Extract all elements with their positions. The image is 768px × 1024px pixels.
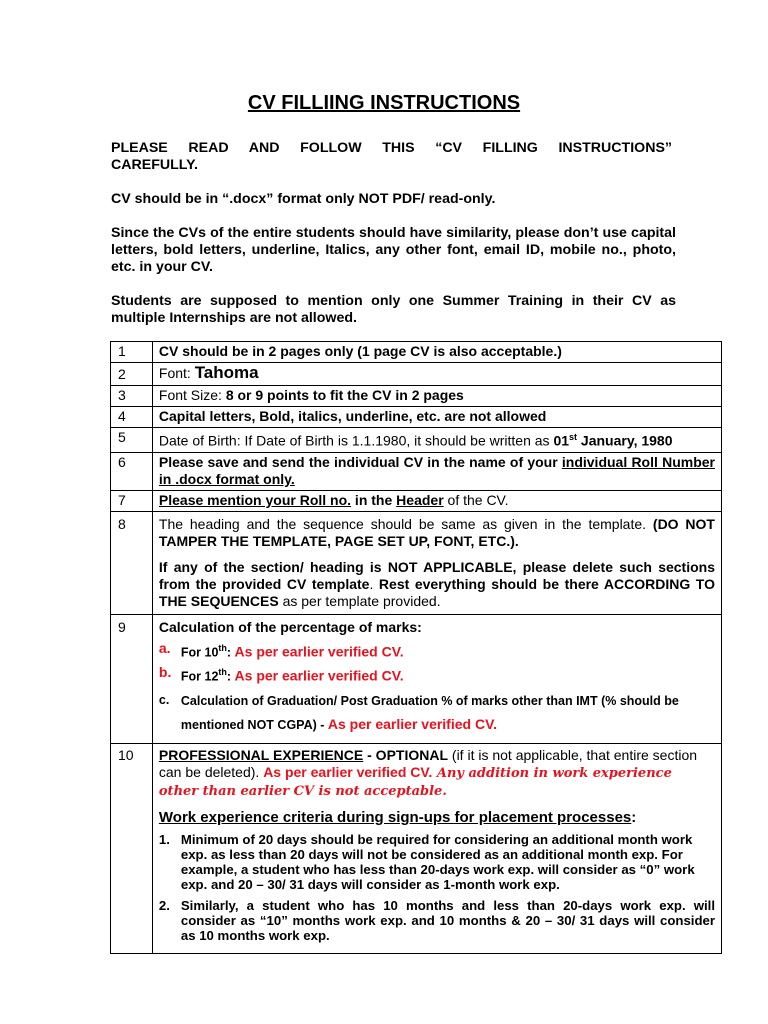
template-rest: Rest everything should be there ACCORDING TO THE SEQUENCES <box>158 575 715 609</box>
intro-line-1: PLEASE READ AND FOLLOW THIS “CV FILLING INSTRUCTIONS” <box>111 140 672 156</box>
font-size-label: Font Size: <box>158 387 226 403</box>
row-number: 3 <box>111 386 153 407</box>
list-item <box>159 832 715 892</box>
list-marker: 1. <box>158 831 170 847</box>
percentage-heading: Calculation of the percentage of marks: <box>158 618 422 635</box>
dob-text: Date of Birth: If Date of Birth is 1.1.1980, it should be written as <box>158 432 554 449</box>
row-number: 4 <box>111 407 153 428</box>
table-row <box>111 342 722 363</box>
list-marker: b. <box>158 664 172 681</box>
row-text: Capital letters, Bold, italics, underline, etc. are not allowed <box>152 407 721 428</box>
table-row <box>111 511 722 614</box>
list-item <box>159 689 715 737</box>
experience-red: As per earlier verified CV. <box>263 763 433 780</box>
item-sup: th <box>218 667 227 678</box>
experience-red-italic: Any addition in work experience other than earlier CV is not acceptable. <box>158 765 672 799</box>
row-roll-no <box>152 490 721 511</box>
item-text: For 12 <box>180 669 219 684</box>
list-marker: 2. <box>158 897 170 913</box>
row-text: CV should be in 2 pages only (1 page CV is also acceptable.) <box>152 342 721 363</box>
row-date-of-birth <box>152 428 721 453</box>
item-text: Calculation of Graduation/ Post Graduation % of marks other than IMT (% should be mentioned NOT CGPA) - <box>180 693 679 732</box>
row-save-cv <box>152 452 721 490</box>
item-text: Minimum of 20 days should be required for considering an additional month work exp. as less than 20 days will not be considered as an additional month exp. For example, a student who has less than 20-days work exp. will consider as “0” work exp. and 20 – 30/ 31 days will consider as 1-month work exp. <box>180 831 695 892</box>
criteria-text: Work experience criteria during sign-ups for placement processes <box>158 808 632 826</box>
list-marker: c. <box>158 692 170 707</box>
item-red: As per earlier verified CV. <box>327 715 498 732</box>
row-number: 9 <box>111 614 153 743</box>
item-sup: th <box>218 642 227 653</box>
roll-header: Header <box>396 491 444 508</box>
table-row <box>111 614 722 743</box>
item-colon: : <box>226 669 235 684</box>
instructions-table <box>110 341 722 954</box>
criteria-heading <box>159 809 715 826</box>
save-underline-1: individual Roll Number in <box>158 453 715 487</box>
template-na: If any of the section/ heading is NOT APPLICABLE, please delete such sections from the provided CV template <box>158 558 715 592</box>
save-underline-2: .docx format only. <box>175 470 295 487</box>
list-item <box>159 898 715 943</box>
row-template <box>152 511 721 614</box>
row-professional-experience <box>152 743 721 953</box>
intro-line-1b: CAREFULLY. <box>111 157 198 173</box>
dob-sup: st <box>569 432 578 442</box>
template-para-2 <box>159 559 715 610</box>
font-value: Tahoma <box>194 363 259 382</box>
table-row <box>111 363 722 386</box>
dob-rest: January, 1980 <box>577 432 673 449</box>
row-number: 5 <box>111 428 153 453</box>
row-number: 6 <box>111 452 153 490</box>
table-row <box>111 386 722 407</box>
criteria-colon: : <box>631 808 637 826</box>
experience-para <box>159 747 715 800</box>
intro-summer-training-note: Students are supposed to mention only one Summer Training in their CV as multiple Internships are not allowed. <box>111 293 676 326</box>
experience-optional: - OPTIONAL <box>363 746 449 763</box>
item-colon: : <box>226 645 235 660</box>
item-red: As per earlier verified CV. <box>234 643 404 660</box>
intro-format-note: CV should be in “.docx” format only NOT PDF/ read-only. <box>111 191 496 207</box>
row-number: 2 <box>111 363 153 386</box>
row-number: 8 <box>111 511 153 614</box>
item-red: As per earlier verified CV. <box>234 667 404 684</box>
list-item <box>159 640 715 662</box>
table-row <box>111 490 722 511</box>
criteria-list <box>159 832 715 943</box>
experience-heading: PROFESSIONAL EXPERIENCE <box>158 746 364 763</box>
template-as-per: as per template provided <box>278 592 437 609</box>
template-para-1 <box>159 516 715 550</box>
row-percentage <box>152 614 721 743</box>
template-text: The heading and the sequence should be same as given in the template. <box>158 515 653 532</box>
font-label: Font: <box>158 365 195 381</box>
template-sep: . <box>369 575 379 592</box>
table-row <box>111 743 722 953</box>
page-title: CV FILLIING INSTRUCTIONS <box>247 92 521 114</box>
roll-text: in the <box>351 491 397 508</box>
percentage-list <box>159 640 715 737</box>
table-row <box>111 407 722 428</box>
list-item <box>159 664 715 686</box>
item-text: Similarly, a student who has 10 months and less than 20-days work exp. will consider as “10” months work exp. and 10 months & 20 – 30/ 31 days will consider as 10 months work exp. <box>180 897 715 943</box>
row-number: 7 <box>111 490 153 511</box>
row-number: 1 <box>111 342 153 363</box>
experience-text: (if it is not applicable, that entire section can be deleted). <box>158 746 698 780</box>
save-text: Please save and send the individual CV in the name of your <box>158 453 562 470</box>
table-row <box>111 452 722 490</box>
intro-similarity-note: Since the CVs of the entire students should have similarity, please don’t use capital letters, bold letters, underline, Italics, any other font, email ID, mobile no., photo, etc. in your CV. <box>111 225 676 275</box>
row-number: 10 <box>111 743 153 953</box>
list-marker: a. <box>158 639 171 656</box>
template-period: . <box>436 592 441 609</box>
row-font-size <box>152 386 721 407</box>
template-bold: (DO NOT TAMPER THE TEMPLATE, PAGE SET UP, FONT, ETC.). <box>158 515 715 549</box>
roll-tail: of the CV. <box>443 491 509 508</box>
table-row <box>111 428 722 453</box>
row-font <box>152 363 721 386</box>
roll-underline: Please mention your Roll no. <box>158 491 352 508</box>
dob-day: 01 <box>553 432 570 449</box>
item-text: For 10 <box>180 645 219 660</box>
font-size-value: 8 or 9 points to fit the CV in 2 pages <box>225 387 464 403</box>
